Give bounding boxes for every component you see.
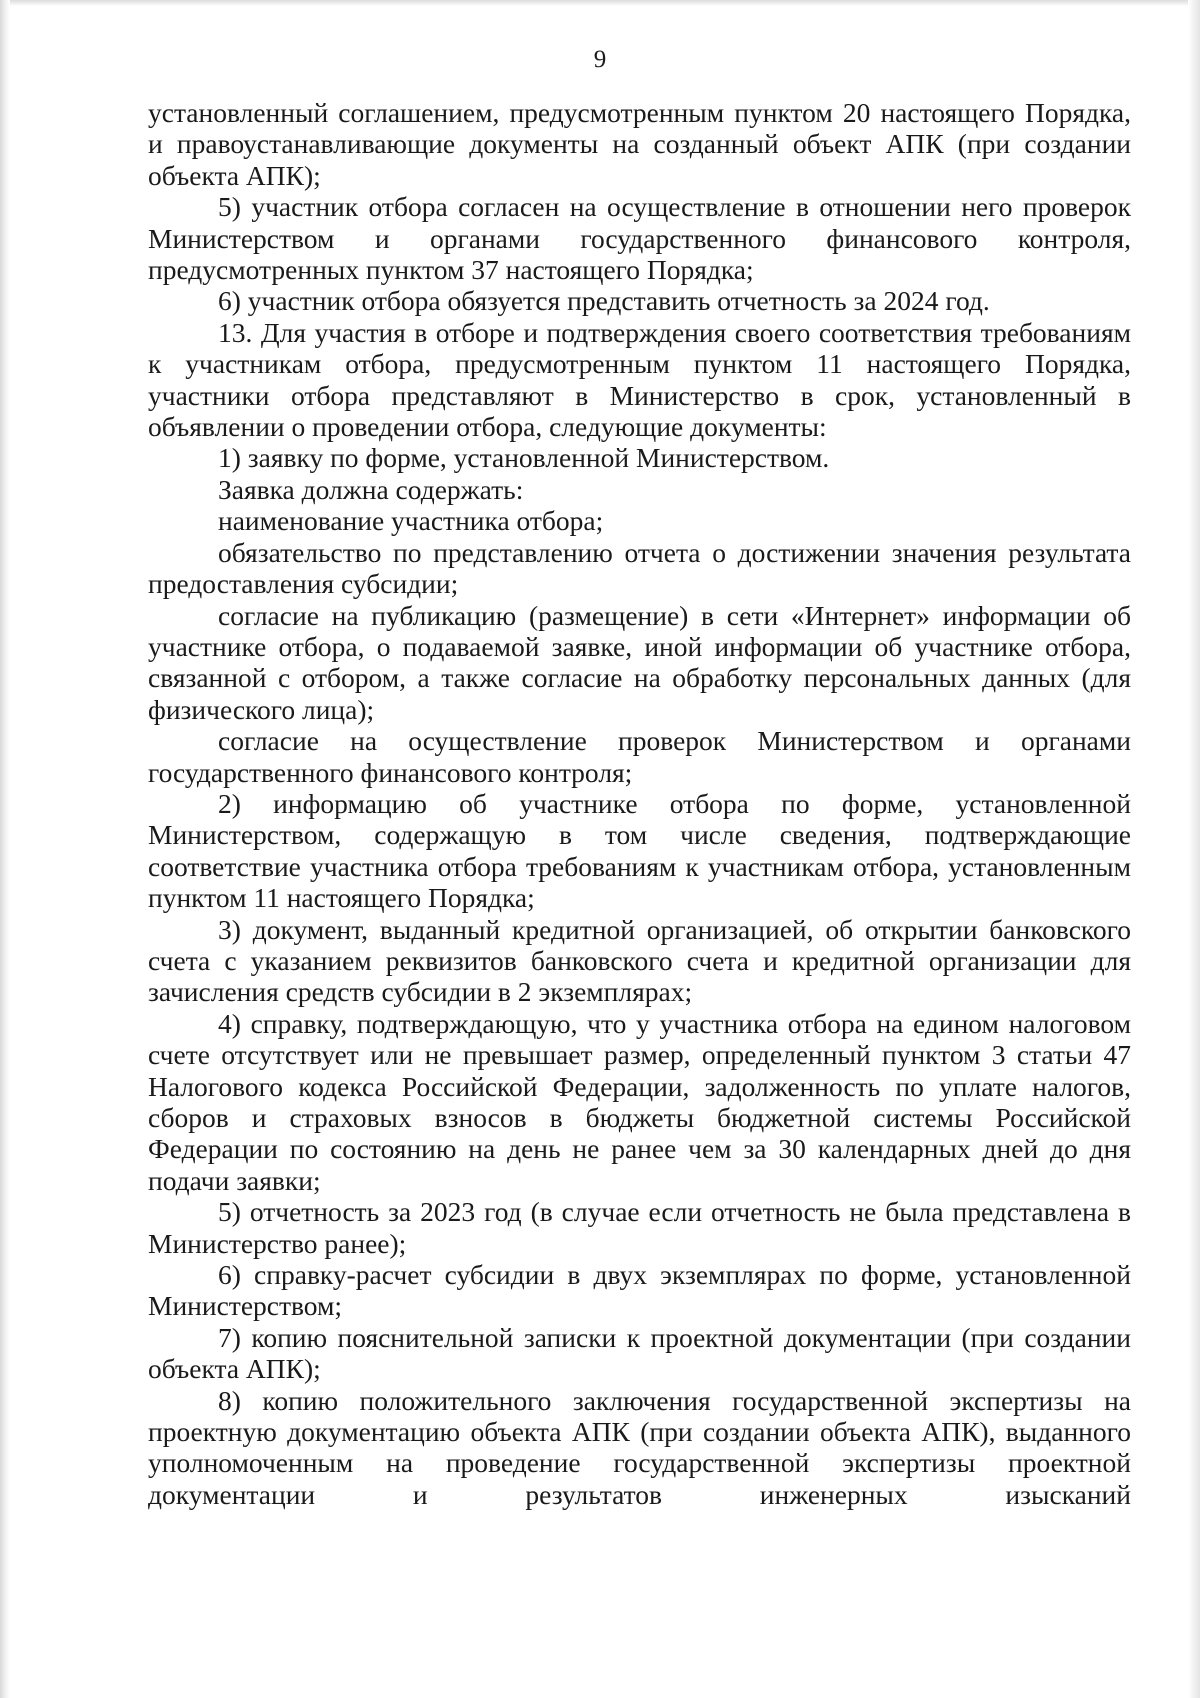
paragraph-item-5-inspection-consent: 5) участник отбора согласен на осуществление в отношении него проверок Министерством и органами государственного финансового контроля, предусмотренных пунктом 37 настоящего Порядка; [148, 191, 1131, 286]
paragraph-publication-consent: согласие на публикацию (размещение) в сети «Интернет» информации об участнике отбора, о подаваемой заявке, иной информации об участнике отбора, связанной с отбором, а также согласие на обработку персональных данных (для физического лица); [148, 599, 1131, 725]
paragraph-participant-name: наименование участника отбора; [218, 505, 604, 537]
page-number: 9 [593, 46, 607, 73]
paragraph-doc-2-participant-info: 2) информацию об участнике отбора по форме, установленной Министерством, содержащую в том числе сведения, подтверждающие соответствие участника отбора требованиям к участникам отбора, установленным пунктом 11 настоящего Порядка; [148, 787, 1131, 914]
scan-shadow-top [0, 0, 1200, 6]
paragraph-doc-4-tax-certificate: 4) справку, подтверждающую, что у участника отбора на едином налоговом счете отсутствует или не превышает размер, определенный пунктом 3 статьи 47 Налогового кодекса Российской Федерации, задолженность по уплате налогов, сборов и страховых взносов в бюджеты бюджетной системы Российской Федерации по состоянию на день не ранее чем за 30 календарных дней до дня подачи заявки; [148, 1007, 1131, 1196]
paragraph-doc-3-bank-account: 3) документ, выданный кредитной организацией, об открытии банковского счета с указанием реквизитов банковского счета и кредитной организации для зачисления средств субсидии в 2 экземплярах; [148, 913, 1131, 1008]
paragraph-application-contents: Заявка должна содержать: [218, 473, 524, 505]
paragraph-doc-8-expertise-conclusion: 8) копию положительного заключения государственной экспертизы на проектную документацию объекта АПК (при создании объекта АПК), выданного уполномоченным на проведение государственной экспертизы проектной документации и результатов инженерных изысканий [148, 1384, 1131, 1510]
document-body [148, 97, 1131, 1510]
paragraph-doc-1-application: 1) заявку по форме, установленной Министерством. [218, 442, 830, 474]
paragraph-doc-5-reporting-2023: 5) отчетность за 2023 год (в случае если отчетность не была представлена в Министерство ранее); [148, 1196, 1131, 1259]
paragraph-doc-6-subsidy-calculation: 6) справку-расчет субсидии в двух экземплярах по форме, установленной Министерством; [148, 1259, 1131, 1322]
paragraph-section-13: 13. Для участия в отборе и подтверждения своего соответствия требованиям к участникам отбора, предусмотренным пунктом 11 настоящего Порядка, участники отбора представляют в Министерство в срок, установленный в объявлении о проведении отбора, следующие документы: [148, 316, 1131, 443]
paragraph-report-obligation: обязательство по представлению отчета о достижении значения результата предоставления субсидии; [148, 536, 1131, 600]
paragraph-inspection-consent: согласие на осуществление проверок Министерством и органами государственного финансового контроля; [148, 725, 1131, 788]
scan-shadow-right [1188, 0, 1200, 1698]
scan-shadow-left [0, 0, 10, 1698]
paragraph-continuation: установленный соглашением, предусмотренным пунктом 20 настоящего Порядка, и правоустанавливающие документы на созданный объект АПК (при создании объекта АПК); [148, 97, 1131, 191]
paragraph-doc-7-explanatory-note: 7) копию пояснительной записки к проектной документации (при создании объекта АПК); [148, 1321, 1131, 1385]
paragraph-item-6-reporting-obligation: 6) участник отбора обязуется представить отчетность за 2024 год. [218, 285, 990, 317]
